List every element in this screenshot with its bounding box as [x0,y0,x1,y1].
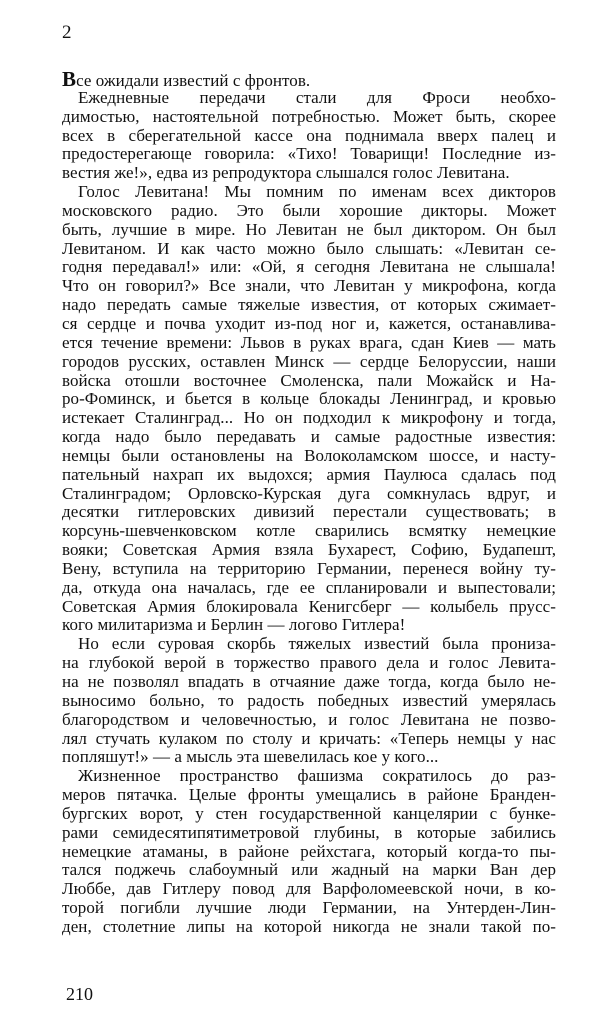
initial-letter: В [62,67,77,91]
text-line: когда надо было передавать и самые радостные известия: [62,427,556,447]
text-line: Сталинградом; Орловско-Курская дуга сомкнулась вдруг, и [62,483,556,503]
text-line: на глубокой верой в торжество правого дела и голос Левита- [62,653,556,673]
text-line: бургских ворот, у стен государственной канцелярии с бунке- [62,803,556,823]
text-line: немцы были остановлены на Волоколамском шоссе, и насту- [62,445,556,465]
text-line: годня передавал!» или: «Ой, я сегодня Левитана не слышала! [62,257,556,277]
text-line: Ежедневные передачи стали для Фроси необхо- [78,87,556,107]
text-line: московского радио. Это были хорошие дикторы. Может [62,200,556,220]
text-line [62,67,556,91]
text-line: рами семидесятипятиметровой глубины, в которые забились [62,822,556,842]
text-line: на не позволял впадать в отчаяние даже тогда, когда было не- [62,672,556,691]
text-line: кого милитаризма и Берлин — логово Гитлера! [62,615,406,635]
text-line: димостью, настоятельной потребностью. Может быть, скорее [62,106,556,126]
text-line: десятки гитлеровских дивизий перестали существовать; в [62,502,556,522]
running-head-number: 2 [62,22,72,43]
text-line: Голос Левитана! Мы помним по именам всех дикторов [78,182,556,202]
text-line: ро-Фоминск, и бьется в кольце блокады Ленинград, и кровью [62,389,556,409]
text-line: попляшут!» — а мысль эта шевелилась кое у кого... [62,747,439,767]
text-line: Вену, вступила на территорию Германии, перенеся войну ту- [62,558,556,578]
text-line: да, откуда она началась, где ее спланировали и выпестовали; [62,577,556,597]
text-line: всех в сберегательной кассе она поднимала вверх палец и [62,125,556,145]
page-number: 210 [66,984,93,1004]
text-line: быть, лучшие в мире. Но Левитан не был диктором. Он был [62,219,556,239]
text-line: тался поджечь слабоумный или жадный на марки Ван дер [62,860,556,880]
text-line: благородством и человечностью, и голос Левитана не позво- [62,709,556,729]
text-line: вестия же!», едва из репродуктора слышался голос Левитана. [62,163,510,183]
text-line: немецкие атаманы, в районе рейхстага, который когда-то пы- [62,841,556,861]
text-line: пательный нахрап их выдохся; армия Паулюса сдалась под [62,464,556,484]
text-line: Советская Армия блокировала Кенигсберг — колыбель прусс- [62,596,556,616]
text-line: истекает Сталинград... Но он подходил к микрофону и тогда, [62,408,556,428]
text-line: лял стучать кулаком по столу и кричать: «Теперь немцы у нас [62,728,556,748]
text-line: корсунь-шевченковском котле сварились всмятку немецкие [62,521,556,541]
text-line: Жизненное пространство фашизма сократилось до раз- [78,766,556,786]
line-rest: се ожидали известий с фронтов. [76,71,311,90]
text-line: ден, столетние липы на которой никогда не знали такой по- [62,916,556,936]
text-line: городов русских, оставлен Минск — сердце Белоруссии, наши [62,351,556,371]
text-line: предостерегающе говорила: «Тихо! Товарищи! Последние из- [62,144,556,164]
text-line: меров пятачка. Целые фронты умещались в районе Бранден- [62,785,556,805]
text-line: ся сердце и почва уходит из-под ног и, кажется, останавлива- [62,313,556,333]
text-line: вояки; Советская Армия взяла Бухарест, Софию, Будапешт, [62,540,556,560]
text-line: ется течение времени: Львов в руках врага, сдан Киев — мать [62,332,556,352]
text-line: надо передать самые тяжелые известия, от которых сжимает- [62,295,556,315]
text-line: войска отошли восточнее Смоленска, пали Можайск и На- [62,370,556,390]
text-line: Но если суровая скорбь тяжелых известий была пронизa- [78,634,556,654]
text-line: выносимо больно, то радость победных известий умерялась [62,690,556,710]
text-line: торой погибли лучшие люди Германии, на Унтерден-Лин- [62,898,556,918]
text-line: Люббе, дав Гитлеру повод для Варфоломеевской ночи, в ко- [62,879,556,899]
text-line: Что он говорил?» Все знали, что Левитан у микрофона, когда [62,276,556,296]
body-text [62,67,556,937]
text-line: Левитаном. И как часто можно было слышать: «Левитан се- [62,238,556,258]
